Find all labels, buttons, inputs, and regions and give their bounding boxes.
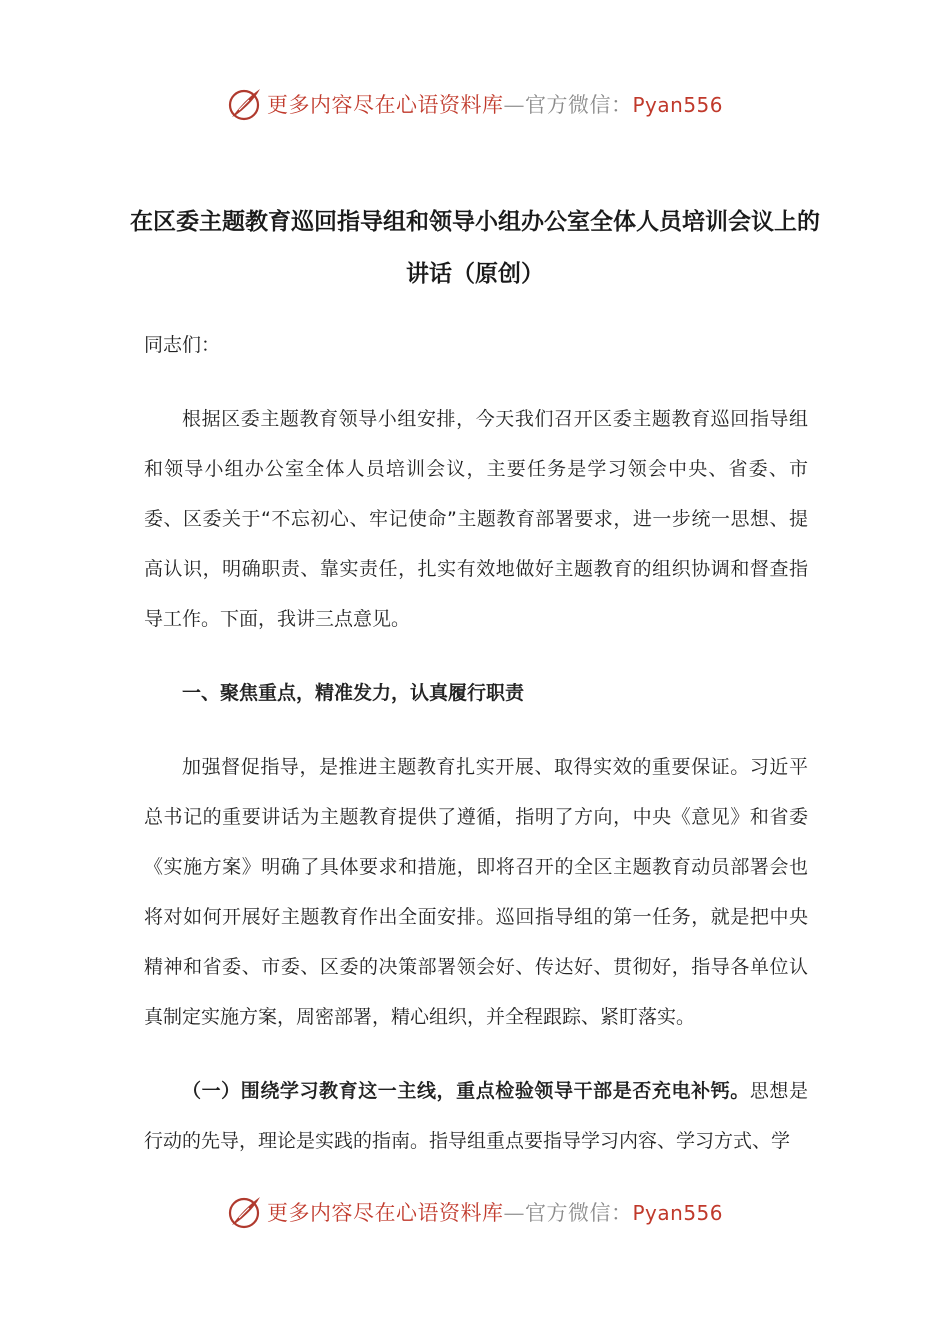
quill-logo-icon xyxy=(227,1194,263,1230)
intro-paragraph: 根据区委主题教育领导小组安排，今天我们召开区委主题教育巡回指导组和领导小组办公室全体人员培训会议，主要任务是学习领会中央、省委、市委、区委关于“不忘初心、牢记使命”主题教育部署要求，进一步统一思想、提高认识，明确职责、靠实责任，扎实有效地做好主题教育的组织协调和督查指导工作。下面，我讲三点意见。 xyxy=(144,408,808,630)
subsection-1-text: 思想是行动的先导，理论是实践的指南。指导组重点要指导学习内容、学习方式、学 xyxy=(144,1080,808,1152)
subsection-1-paragraph xyxy=(144,1066,808,1166)
greeting: 同志们： xyxy=(144,334,221,356)
section-1-paragraph: 加强督促指导，是推进主题教育扎实开展、取得实效的重要保证。习近平总书记的重要讲话为主题教育提供了遵循，指明了方向，中央《意见》和省委《实施方案》明确了具体要求和措施，即将召开的全区主题教育动员部署会也将对如何开展好主题教育作出全面安排。巡回指导组的第一任务，就是把中央精神和省委、市委、区委的决策部署领会好、传达好、贯彻好，指导各单位认真制定实施方案，周密部署，精心组织，并全程跟踪、紧盯落实。 xyxy=(144,756,808,1028)
banner-text xyxy=(267,1197,723,1227)
quill-logo-icon xyxy=(227,86,263,122)
section-heading-1: 一、聚焦重点，精准发力，认真履行职责 xyxy=(182,682,525,704)
wechat-label: 官方微信： xyxy=(524,93,633,117)
banner-separator: — xyxy=(503,93,525,117)
subsection-1-lead: （一）围绕学习教育这一主线，重点检验领导干部是否充电补钙。 xyxy=(182,1080,750,1102)
wechat-id: Pyan556 xyxy=(632,93,723,117)
brand-text: 更多内容尽在心语资料库 xyxy=(266,93,504,117)
document-body xyxy=(144,320,808,1166)
banner-text xyxy=(267,89,723,119)
banner-separator: — xyxy=(503,1201,525,1225)
wechat-label: 官方微信： xyxy=(524,1201,633,1225)
document-title: 在区委主题教育巡回指导组和领导小组办公室全体人员培训会议上的讲话（原创） xyxy=(130,209,820,287)
header-banner xyxy=(0,82,950,126)
wechat-id: Pyan556 xyxy=(632,1201,723,1225)
brand-text: 更多内容尽在心语资料库 xyxy=(266,1201,504,1225)
footer-banner xyxy=(0,1190,950,1234)
